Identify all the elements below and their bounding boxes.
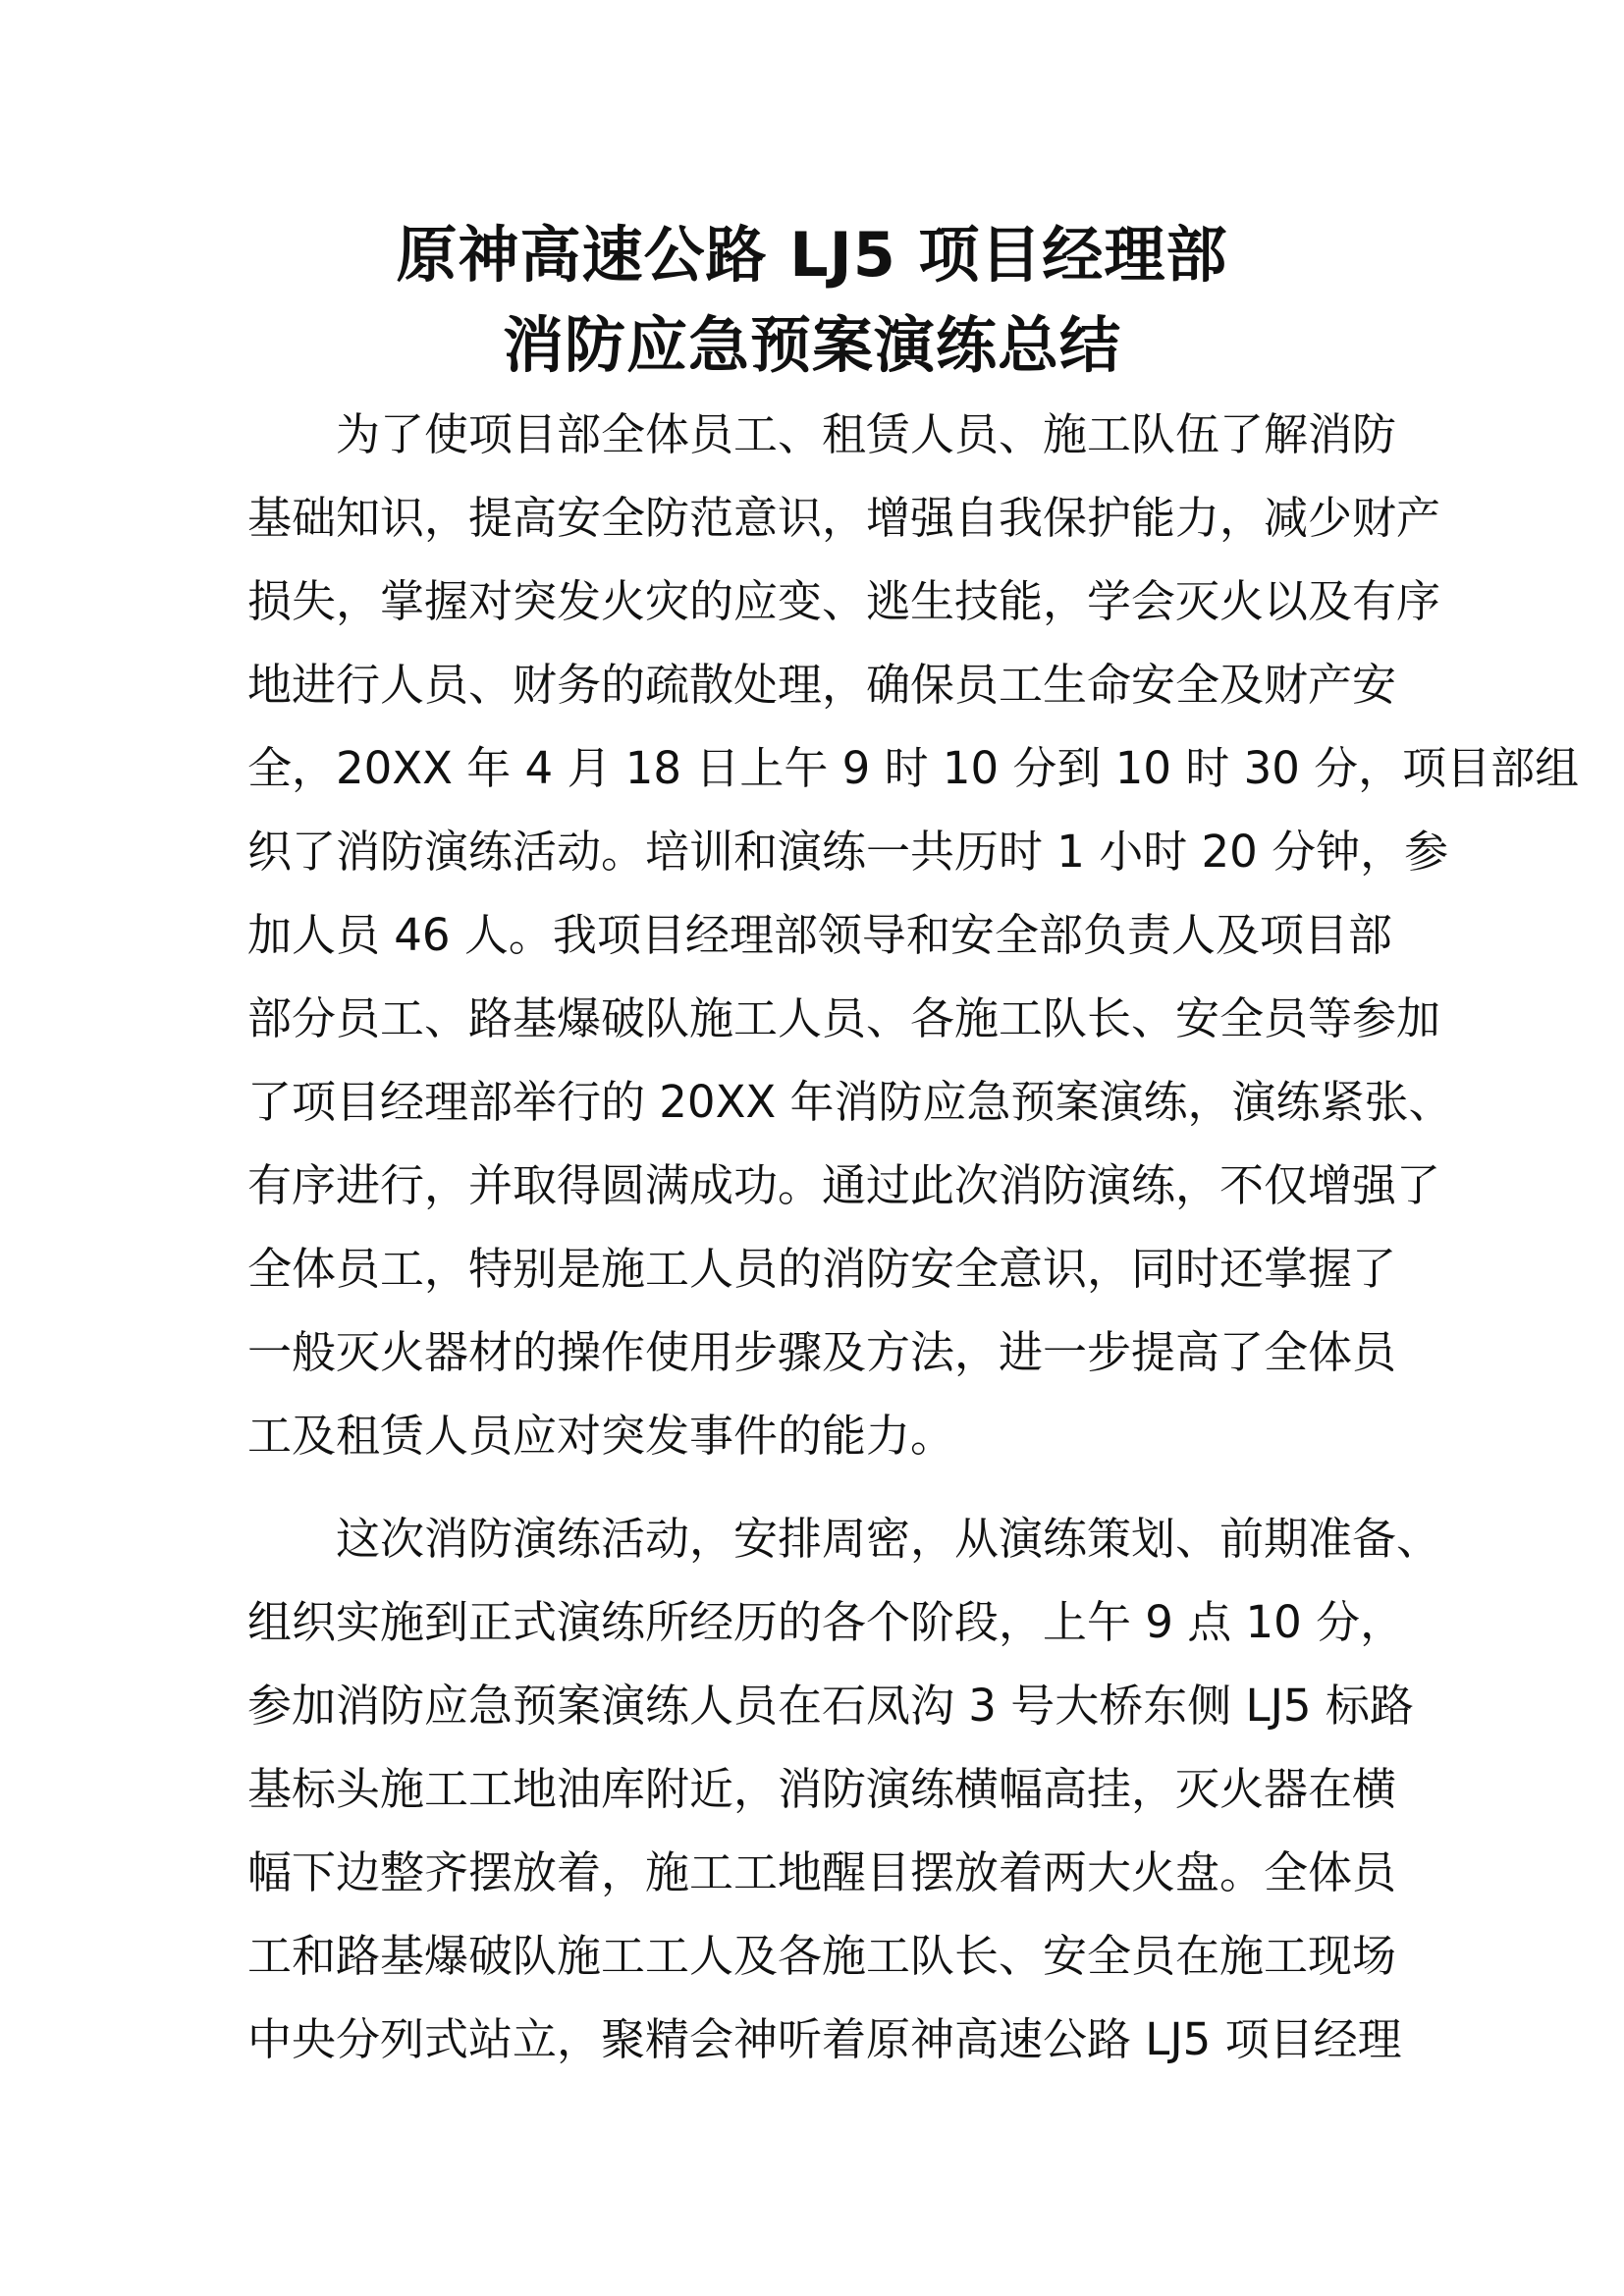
- paragraph-1-line: 加人员 46 人。我项目经理部领导和安全部负责人及项目部: [247, 909, 1392, 961]
- paragraph-1-line: 织了消防演练活动。培训和演练一共历时 1 小时 20 分钟，参: [247, 826, 1449, 878]
- paragraph-2-line: 中央分列式站立，聚精会神听着原神高速公路 LJ5 项目经理: [247, 2013, 1402, 2065]
- paragraph-2-line: 这次消防演练活动，安排周密，从演练策划、前期准备、: [336, 1513, 1441, 1565]
- paragraph-2-line: 幅下边整齐摆放着，施工工地醒目摆放着两大火盘。全体员: [247, 1846, 1397, 1898]
- paragraph-1-line: 地进行人员、财务的疏散处理，确保员工生命安全及财产安: [247, 659, 1397, 711]
- paragraph-1-line: 全体员工，特别是施工人员的消防安全意识，同时还掌握了: [247, 1243, 1397, 1295]
- paragraph-1-line: 了项目经理部举行的 20XX 年消防应急预案演练，演练紧张、: [247, 1076, 1453, 1128]
- document-title-line2: 消防应急预案演练总结: [502, 309, 1121, 381]
- paragraph-2-line: 工和路基爆破队施工工人及各施工队长、安全员在施工现场: [247, 1930, 1397, 1982]
- paragraph-1-line: 损失，掌握对突发火灾的应变、逃生技能，学会灭火以及有序: [247, 575, 1441, 627]
- paragraph-2-line: 基标头施工工地油库附近，消防演练横幅高挂，灭火器在横: [247, 1763, 1397, 1815]
- paragraph-1-line: 基础知识，提高安全防范意识，增强自我保护能力，减少财产: [247, 492, 1441, 544]
- paragraph-2-line: 参加消防应急预案演练人员在石凤沟 3 号大桥东侧 LJ5 标路: [247, 1680, 1414, 1732]
- paragraph-1-line: 有序进行，并取得圆满成功。通过此次消防演练，不仅增强了: [247, 1159, 1441, 1211]
- document-title-line1: 原神高速公路 LJ5 项目经理部: [396, 219, 1228, 291]
- paragraph-2-line: 组织实施到正式演练所经历的各个阶段，上午 9 点 10 分，: [247, 1596, 1405, 1648]
- paragraph-1-line: 部分员工、路基爆破队施工人员、各施工队长、安全员等参加: [247, 992, 1441, 1044]
- paragraph-1-line: 为了使项目部全体员工、租赁人员、施工队伍了解消防: [336, 408, 1397, 460]
- paragraph-1-line: 工及租赁人员应对突发事件的能力。: [247, 1410, 955, 1462]
- paragraph-1-line: 全，20XX 年 4 月 18 日上午 9 时 10 分到 10 时 30 分，项目部组: [247, 742, 1580, 794]
- paragraph-1-line: 一般灭火器材的操作使用步骤及方法，进一步提高了全体员: [247, 1326, 1397, 1378]
